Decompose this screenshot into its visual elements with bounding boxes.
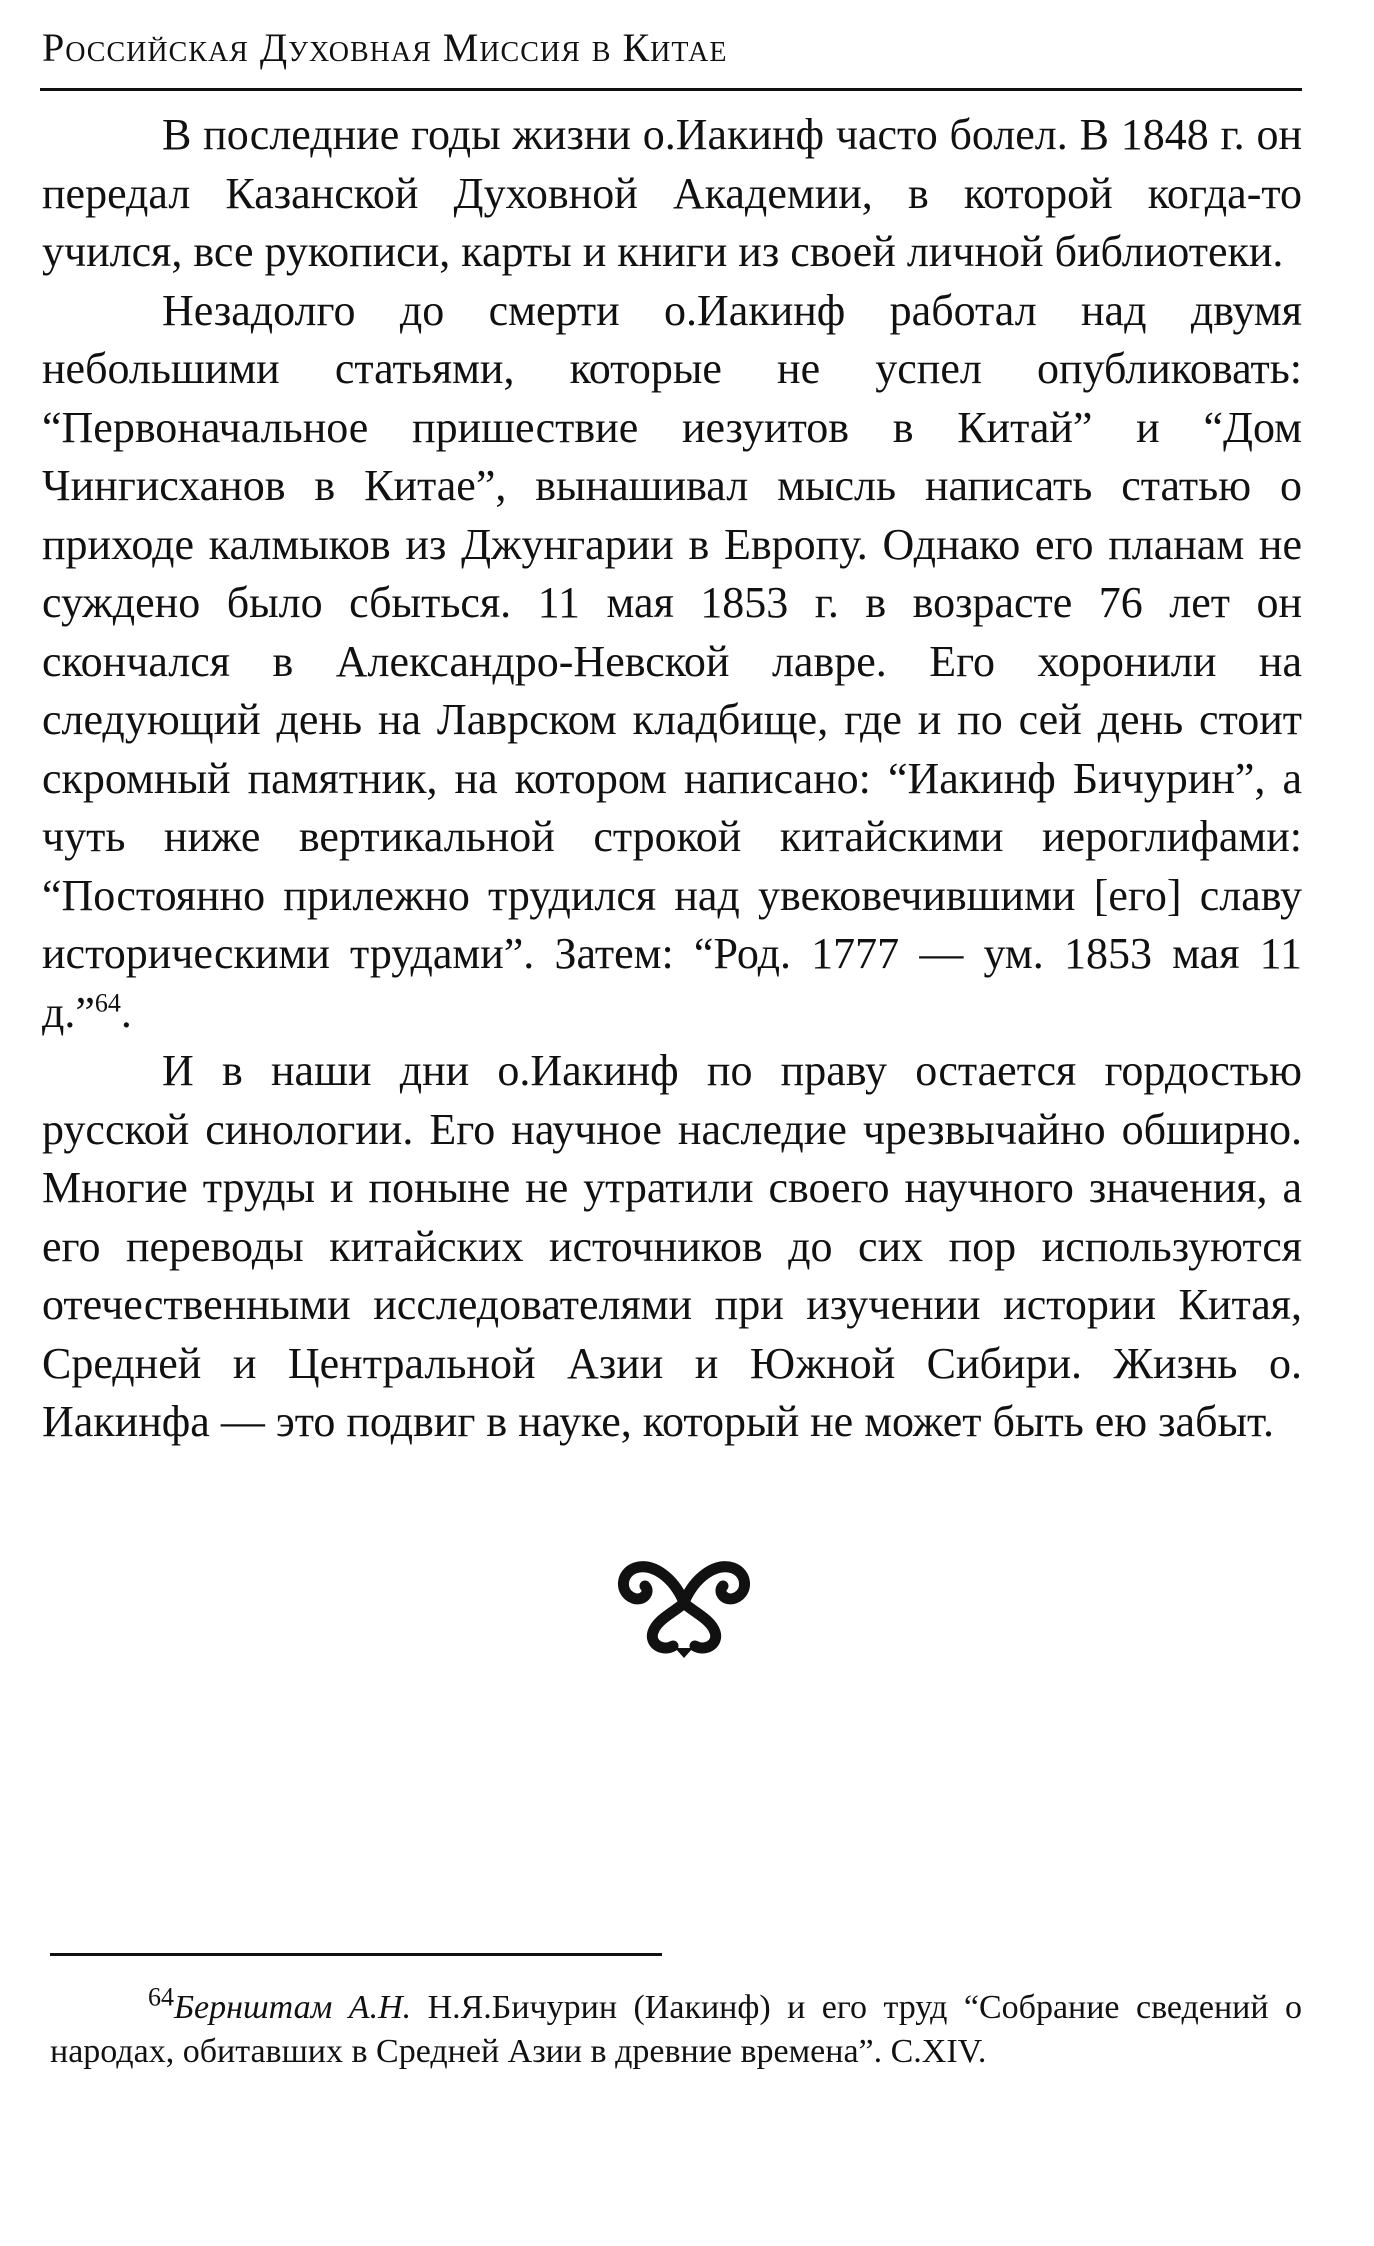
header-rule (40, 88, 1302, 91)
paragraph-2-text: Незадолго до смерти о.Иакинф работал над двумя небольшими статьями, которые не успел опубликовать: “Первоначальное пришествие иезуитов в Китай” и “Дом Чингисханов в Китае”, вынашивал мысль написать статью о приходе калмыков из Джунгарии в Европу. Однако его планам не суждено было сбыться. 11 мая 1853 г. в возрасте 76 лет он скончался в Александро-Невской лавре. Его хоронили на следующий день на Лаврском кладбище, где и по сей день стоит скромный памятник, на котором написано: “Иакинф Бичурин”, а чуть ниже вертикальной строкой китайскими иероглифами: “Постоянно прилежно трудился над увековечившими [его] славу историческими трудами”. Затем: “Род. 1777 — ум. 1853 мая 11 д.” (42, 285, 1302, 1037)
fleuron-icon (613, 1548, 755, 1660)
footnote-number: 64 (148, 1982, 174, 2012)
footnote-author: Бернштам А.Н. (174, 1989, 412, 2026)
footnote-rule (50, 1953, 662, 1956)
paragraph-2-end: . (120, 987, 132, 1037)
paragraph-3: И в наши дни о.Иакинф по праву остается гордостью русской синологии. Его научное наследие чрезвычайно обширно. Многие труды и поныне не утратили своего научного значения, а его переводы китайских источников до сих пор используются отечественными исследователями при изучении истории Китая, Средней и Центральной Азии и Южной Сибири. Жизнь о. Иакинфа — это подвиг в науке, который не может быть ею забыт. (42, 1046, 1302, 1446)
paragraph-1: В последние годы жизни о.Иакинф часто болел. В 1848 г. он передал Казанской Духовной Академии, в которой когда-то учился, все рукописи, карты и книги из своей личной библиотеки. (42, 110, 1302, 276)
running-head: Российская Духовная Миссия в Китае (42, 25, 728, 70)
main-text (42, 106, 1302, 1452)
paragraph-2 (42, 282, 1302, 1043)
footnote (50, 1982, 1302, 2074)
footnote-text: Н.Я.Бичурин (Иакинф) и его труд “Собрание сведений о народах, обитавших в Средней Азии в древние времена”. С.XIV. (50, 1989, 1302, 2070)
footnote-reference[interactable]: 64 (94, 987, 121, 1017)
